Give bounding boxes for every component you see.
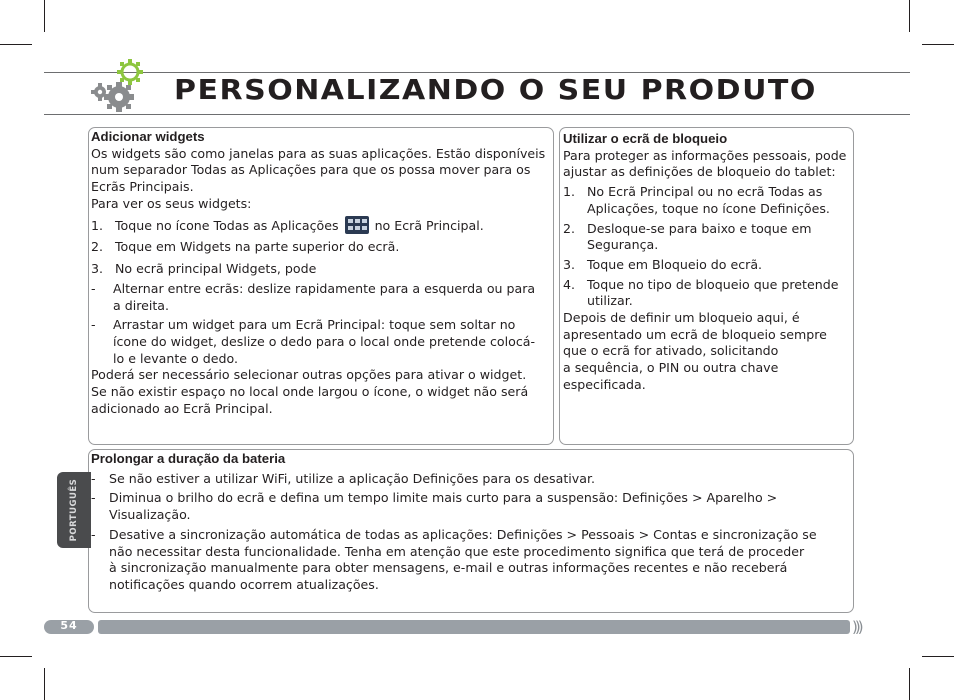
step-number: 2. bbox=[91, 238, 104, 254]
crop-mark bbox=[44, 0, 45, 32]
bullet-line: Diminua o brilho do ecrã e defina um tempo limite mais curto para a suspensão: Definições > Aparelho > bbox=[109, 490, 778, 506]
bullet-line: à sincronização manualmente para obter mensagens, e-mail e outras informações recentes e não receberá bbox=[109, 560, 788, 576]
bullet-dash: - bbox=[91, 470, 96, 486]
lock-content bbox=[563, 131, 855, 394]
lock-step bbox=[563, 184, 855, 217]
widgets-outro-line: adicionado ao Ecrã Principal. bbox=[91, 400, 273, 416]
widgets-heading: Adicionar widgets bbox=[91, 129, 205, 144]
lock-step bbox=[563, 221, 855, 254]
widgets-content bbox=[91, 129, 553, 418]
step-line: utilizar. bbox=[587, 293, 633, 309]
crop-mark bbox=[909, 0, 910, 32]
widgets-bullet bbox=[91, 317, 553, 367]
widgets-bullet bbox=[91, 281, 553, 314]
battery-heading: Prolongar a duração da bateria bbox=[91, 451, 286, 466]
lock-step bbox=[563, 257, 855, 274]
lock-outro-line: Depois de definir um bloqueio aqui, é bbox=[563, 310, 800, 326]
step-text: No ecrã principal Widgets, pode bbox=[115, 261, 317, 277]
language-label: PORTUGUÊS bbox=[69, 478, 79, 542]
lock-intro-line: ajustar as definições de bloqueio do tablet: bbox=[563, 164, 836, 180]
battery-content bbox=[91, 451, 851, 594]
page-title: PERSONALIZANDO O SEU PRODUTO bbox=[174, 74, 817, 107]
widgets-step bbox=[91, 239, 553, 256]
step-number: 1. bbox=[91, 217, 104, 233]
step-text: Toque em Widgets na parte superior do ecrã. bbox=[115, 238, 400, 254]
page-number: 54 bbox=[60, 619, 78, 632]
crop-mark bbox=[922, 44, 954, 45]
step-number: 2. bbox=[563, 220, 576, 236]
widgets-step bbox=[91, 261, 553, 278]
lock-outro-line: especificada. bbox=[563, 376, 646, 392]
bullet-line: Alternar entre ecrãs: deslize rapidamente para a esquerda ou para bbox=[113, 280, 536, 296]
battery-bullet bbox=[91, 490, 851, 523]
crop-mark bbox=[922, 656, 954, 657]
step-line: Desloque-se para baixo e toque em bbox=[587, 220, 812, 236]
crop-mark bbox=[44, 668, 45, 700]
all-apps-icon bbox=[345, 216, 369, 234]
bullet-line: não necessitar desta funcionalidade. Tenha em atenção que este procedimento significa que terá de proceder bbox=[109, 543, 805, 559]
lock-outro-line: a sequência, o PIN ou outra chave bbox=[563, 360, 779, 376]
lock-outro-line: que o ecrã for ativado, solicitando bbox=[563, 343, 779, 359]
step-text: no Ecrã Principal. bbox=[374, 217, 484, 233]
widgets-intro-line: Ecrãs Principais. bbox=[91, 179, 194, 195]
bullet-line: lo e levante o dedo. bbox=[113, 350, 238, 366]
bullet-dash: - bbox=[91, 526, 96, 542]
step-line: Aplicações, toque no ícone Definições. bbox=[587, 200, 830, 216]
footer-arcs-icon: ))) bbox=[852, 618, 861, 636]
lock-intro-line: Para proteger as informações pessoais, pode bbox=[563, 147, 847, 163]
step-number: 3. bbox=[563, 256, 576, 272]
bullet-line: Se não estiver a utilizar WiFi, utilize a aplicação Definições para os desativar. bbox=[109, 470, 595, 486]
widgets-outro-line: Se não existir espaço no local onde largou o ícone, o widget não será bbox=[91, 384, 529, 400]
header-rule-bottom bbox=[44, 114, 910, 115]
battery-bullet bbox=[91, 527, 851, 594]
lock-step bbox=[563, 277, 855, 310]
step-number: 4. bbox=[563, 276, 576, 292]
widgets-intro-line: Para ver os seus widgets: bbox=[91, 195, 252, 211]
step-line: Toque no tipo de bloqueio que pretende bbox=[587, 276, 839, 292]
battery-bullet bbox=[91, 471, 851, 488]
bullet-line: a direita. bbox=[113, 297, 170, 313]
step-line: Toque em Bloqueio do ecrã. bbox=[587, 256, 763, 272]
bullet-line: Arrastar um widget para um Ecrã Principal: toque sem soltar no bbox=[113, 317, 516, 333]
bullet-line: Desative a sincronização automática de todas as aplicações: Definições > Pessoais > Contas e sincronização se bbox=[109, 526, 817, 542]
step-text: Toque no ícone Todas as Aplicações bbox=[115, 217, 339, 233]
crop-mark bbox=[0, 656, 32, 657]
widgets-step bbox=[91, 216, 553, 236]
step-number: 1. bbox=[563, 184, 576, 200]
language-tab bbox=[57, 472, 91, 548]
footer-bar bbox=[98, 620, 850, 634]
bullet-line: Visualização. bbox=[109, 507, 191, 523]
step-number: 3. bbox=[91, 261, 104, 277]
widgets-intro-line: num separador Todas as Aplicações para que os possa mover para os bbox=[91, 162, 531, 178]
crop-mark bbox=[909, 668, 910, 700]
bullet-dash: - bbox=[91, 490, 96, 506]
bullet-dash: - bbox=[91, 280, 96, 296]
lock-outro-line: apresentado um ecrã de bloqueio sempre bbox=[563, 326, 827, 342]
step-line: Segurança. bbox=[587, 237, 659, 253]
bullet-line: notificações quando ocorrem atualizações. bbox=[109, 576, 379, 592]
step-line: No Ecrã Principal ou no ecrã Todas as bbox=[587, 184, 823, 200]
header-rule-top bbox=[44, 72, 910, 73]
crop-mark bbox=[0, 44, 32, 45]
lock-heading: Utilizar o ecrã de bloqueio bbox=[563, 131, 728, 146]
gears-icon bbox=[86, 56, 156, 116]
bullet-dash: - bbox=[91, 317, 96, 333]
widgets-intro-line: Os widgets são como janelas para as suas aplicações. Estão disponíveis bbox=[91, 145, 546, 161]
bullet-line: ícone do widget, deslize o dedo para o local onde pretende colocá- bbox=[113, 334, 536, 350]
widgets-outro-line: Poderá ser necessário selecionar outras opções para ativar o widget. bbox=[91, 367, 527, 383]
